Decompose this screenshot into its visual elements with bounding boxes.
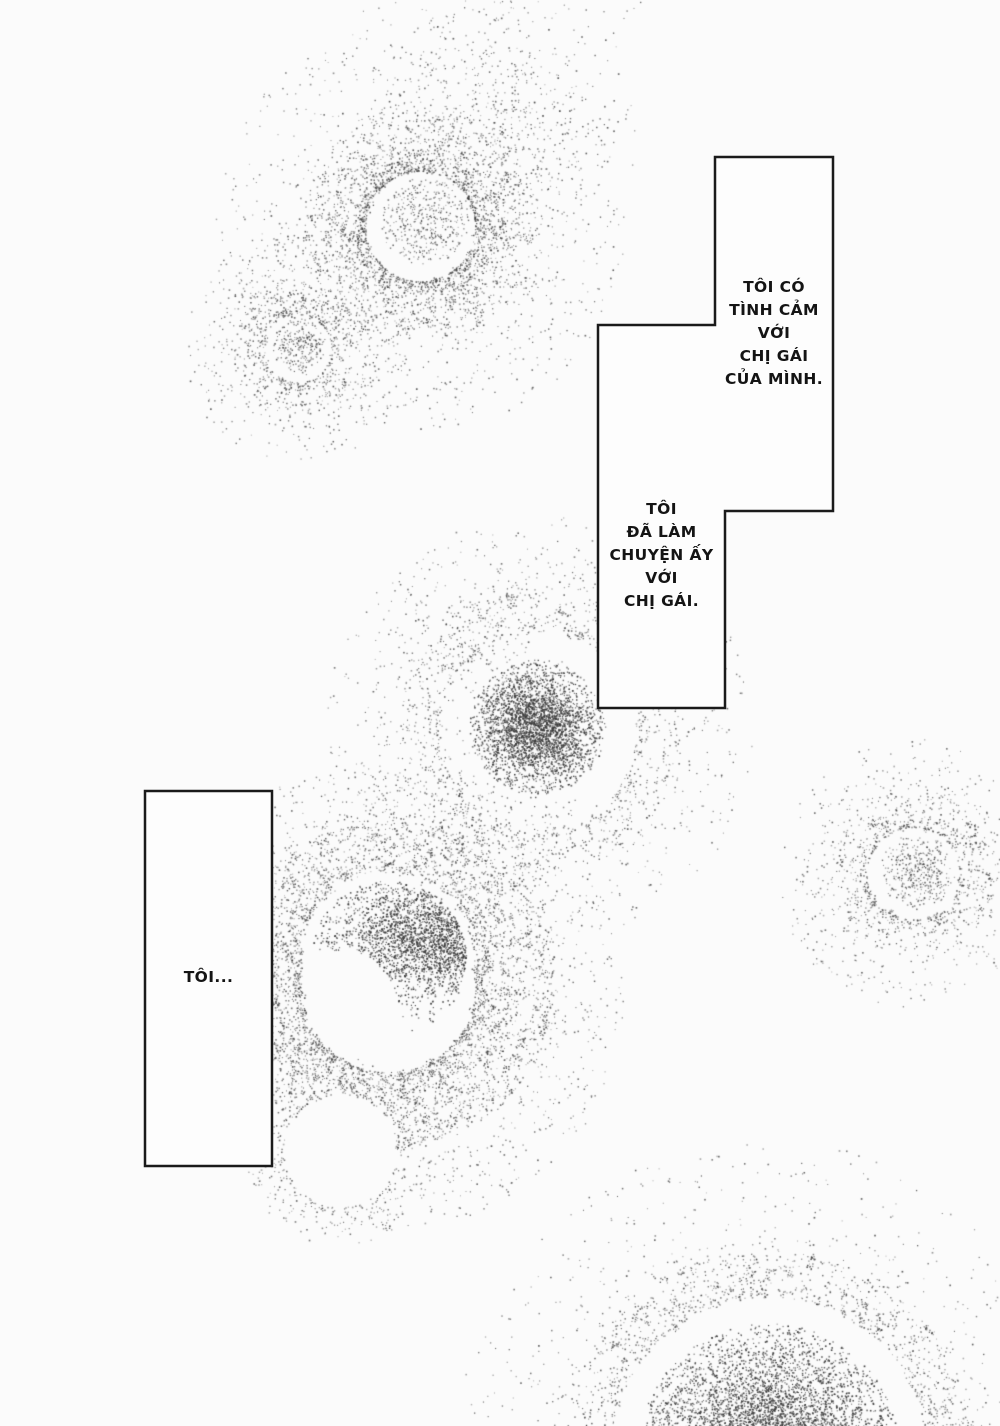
speech-line: CHỊ GÁI: [739, 347, 809, 365]
speech-text-confession-deed: [598, 498, 725, 613]
speech-line: VỚI: [645, 569, 678, 587]
speech-line: ĐÃ LÀM: [626, 523, 697, 541]
speech-line: VỚI: [757, 324, 791, 342]
speech-line: TÌNH CẢM: [729, 301, 819, 319]
speech-line: TÔI...: [183, 968, 234, 986]
speech-box-confession-outline: [598, 157, 833, 708]
speech-line: TÔI: [646, 500, 677, 518]
speech-text-narration-toi: [145, 966, 272, 989]
speech-line: CHỊ GÁI.: [623, 592, 700, 610]
speech-text-confession-feelings: [715, 276, 833, 391]
speech-line: CỦA MÌNH.: [725, 370, 823, 388]
speech-line: TÔI CÓ: [743, 278, 805, 296]
speech-line: CHUYỆN ẤY: [609, 546, 714, 564]
